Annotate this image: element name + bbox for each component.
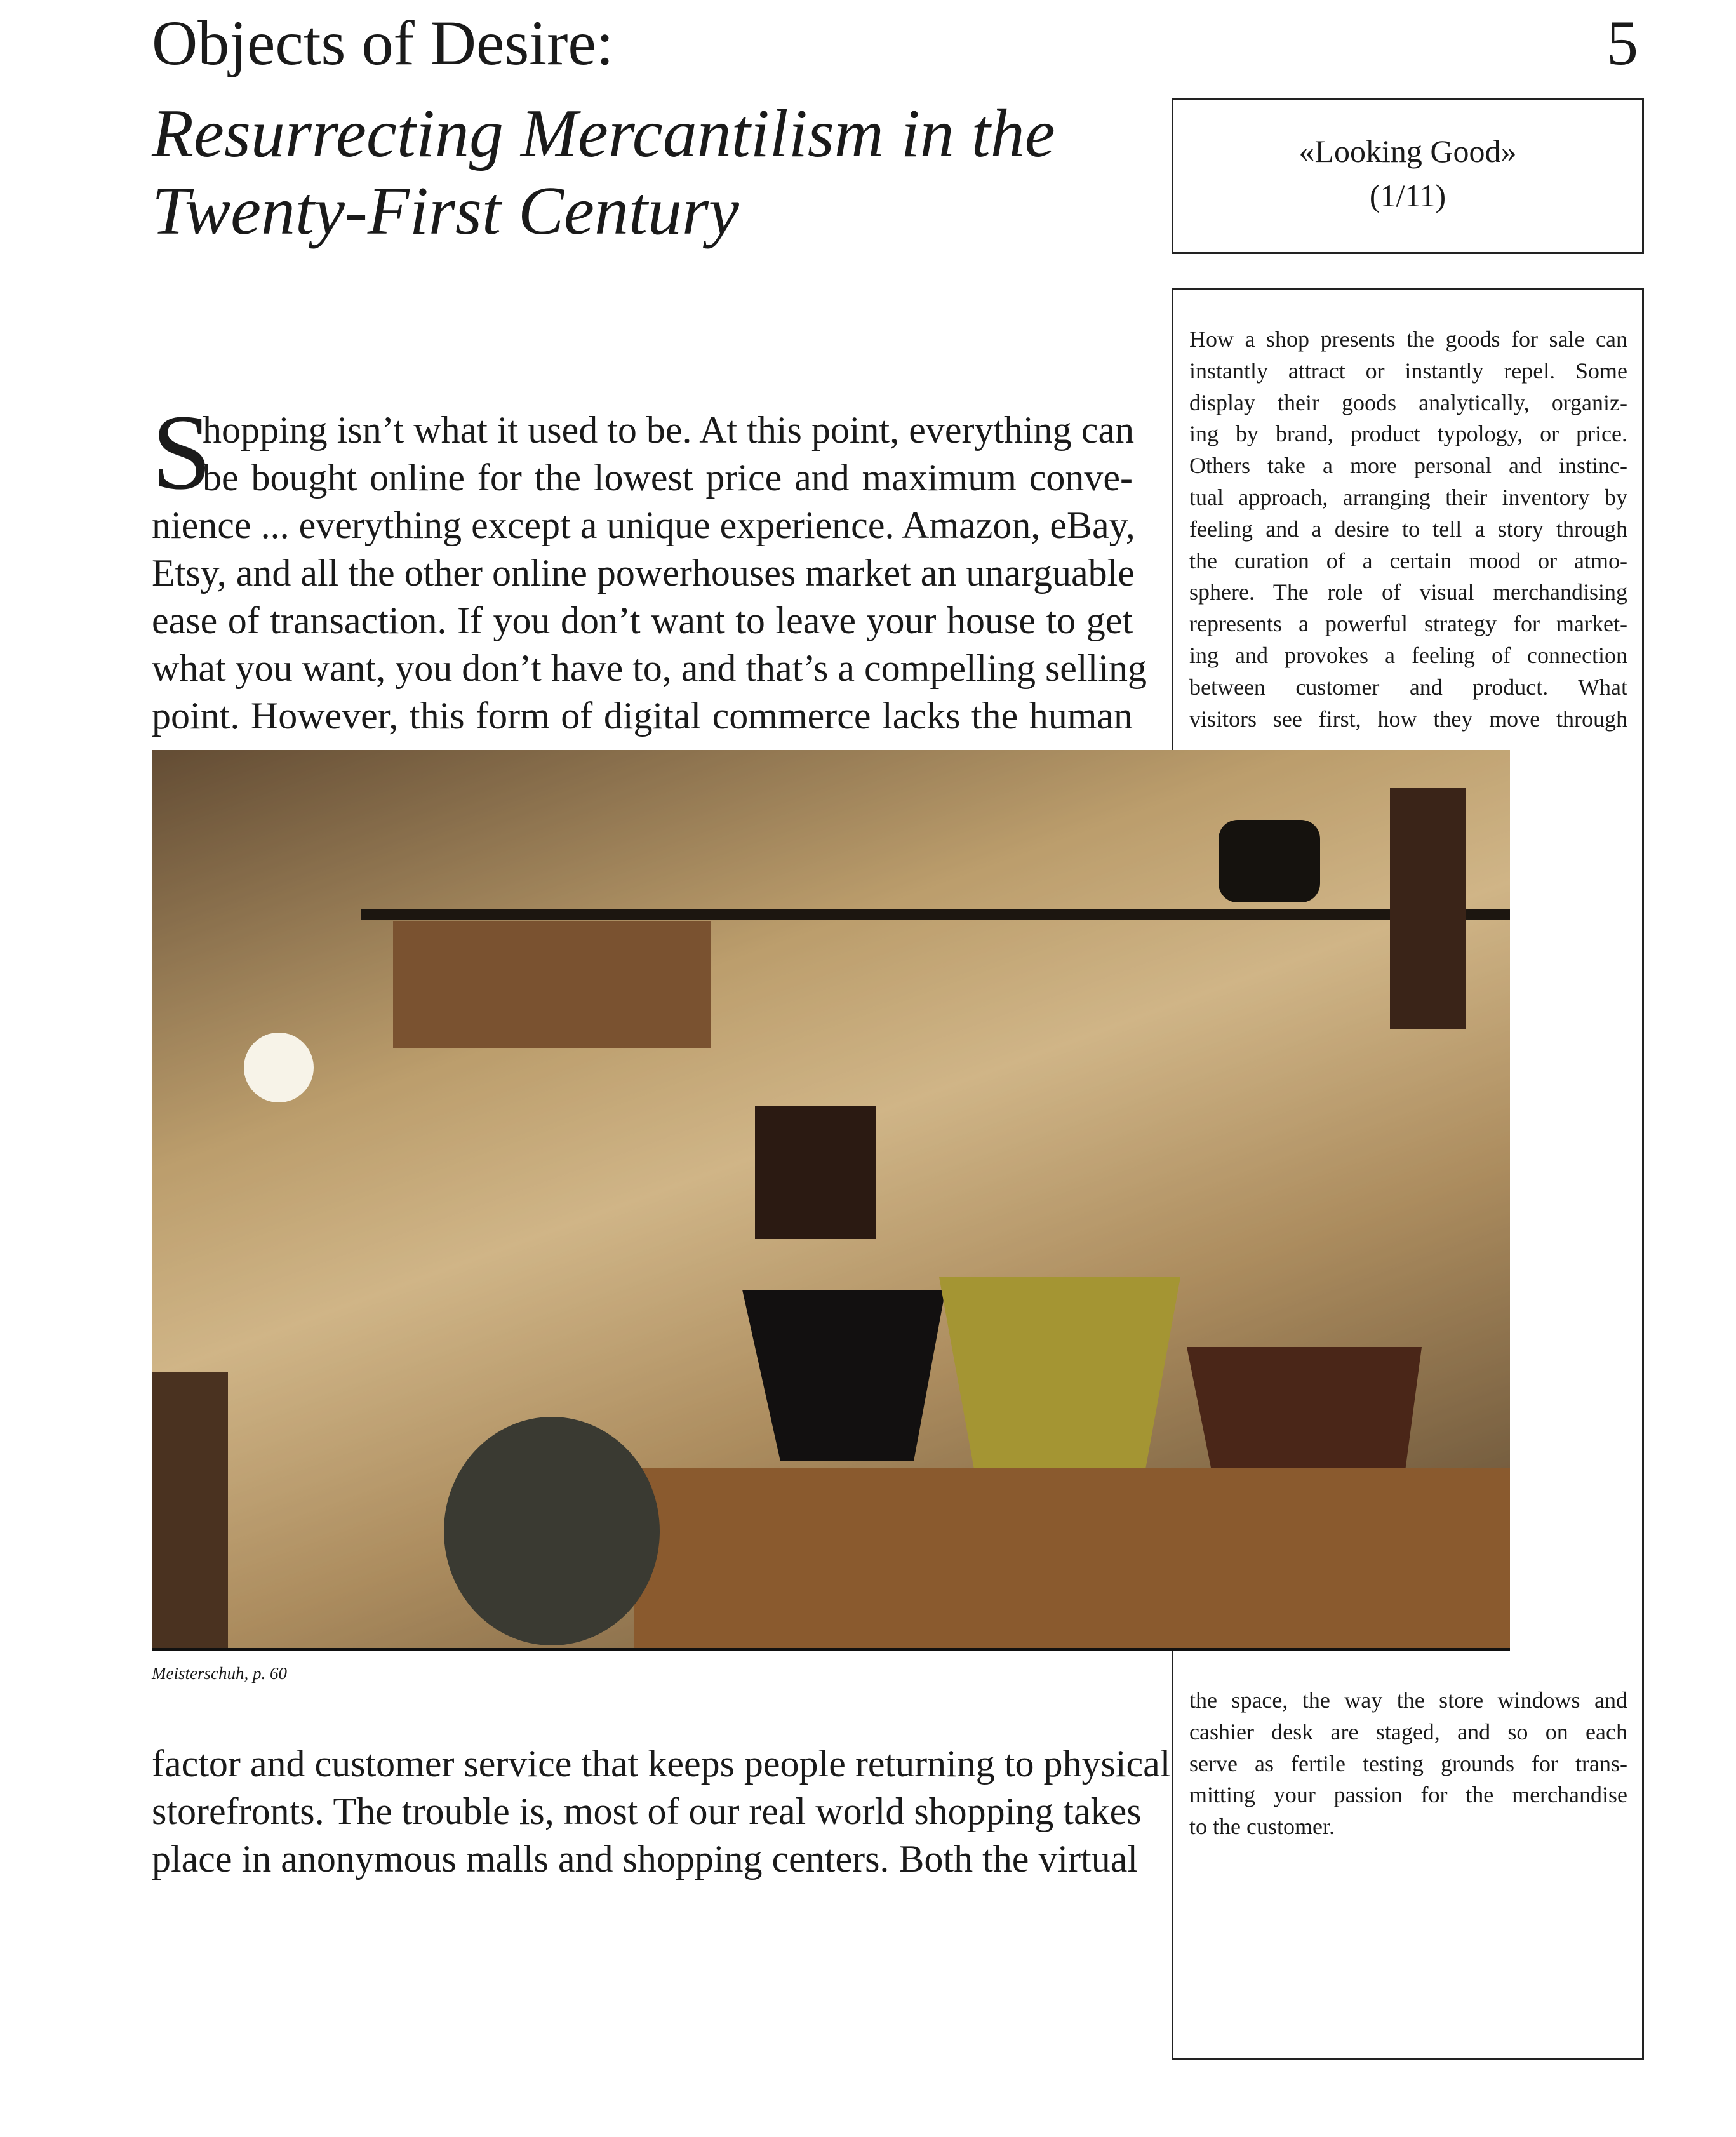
sidebar-text-bottom <box>1189 1685 1627 1843</box>
sidebar-heading-title: «Looking Good» <box>1299 133 1517 169</box>
body-line: place in anonymous malls and shopping centers. Both the virtual <box>152 1838 1138 1880</box>
page-subtitle <box>152 95 1055 250</box>
sidebar-line: represents a powerful strategy for market- <box>1189 611 1627 637</box>
body-line: what you want, you don’t have to, and that’s a compelling selling <box>152 647 1147 689</box>
page-title: Objects of Desire: <box>152 8 614 78</box>
sidebar-line: between customer and product. What <box>1189 674 1627 700</box>
subtitle-line: Resurrecting Mercantilism in the <box>152 96 1055 171</box>
body-text-bottom <box>152 1740 1171 1883</box>
photo-caption: Meisterschuh, p. 60 <box>152 1664 287 1683</box>
body-line: point. However, this form of digital commerce lacks the human <box>152 695 1133 737</box>
subtitle-line: Twenty-First Century <box>152 173 739 249</box>
sidebar-line: How a shop presents the goods for sale can <box>1189 326 1627 352</box>
body-text-top <box>152 406 1147 740</box>
sidebar-line: the space, the way the store windows and <box>1189 1687 1627 1713</box>
sidebar-line: display their goods analytically, organiz- <box>1189 389 1627 415</box>
drop-cap: S <box>152 392 212 512</box>
body-line: storefronts. The trouble is, most of our real world shopping takes <box>152 1790 1142 1832</box>
sidebar-line: to the customer. <box>1189 1814 1335 1840</box>
sidebar-line: tual approach, arranging their inventory by <box>1189 484 1627 510</box>
shop-interior-image <box>152 750 1510 1648</box>
sidebar-line: instantly attract or instantly repel. Some <box>1189 358 1627 384</box>
body-line: Etsy, and all the other online powerhouses market an unarguable <box>152 552 1135 594</box>
sidebar-line: Others take a more personal and instinc- <box>1189 453 1627 479</box>
sidebar-line: the curation of a certain mood or atmo- <box>1189 547 1627 573</box>
page-number: 5 <box>1606 8 1638 78</box>
body-line: ease of transaction. If you don’t want to leave your house to get <box>152 600 1133 641</box>
sidebar-heading-part: (1/11) <box>1369 178 1446 213</box>
body-line: factor and customer service that keeps people returning to physical <box>152 1743 1171 1785</box>
sidebar-line: ing by brand, product typology, or price. <box>1189 421 1627 447</box>
sidebar-heading-box <box>1172 98 1644 254</box>
body-line: hopping isn’t what it used to be. At this point, everything can <box>203 409 1135 451</box>
body-line: be bought online for the lowest price and maximum conve- <box>203 457 1133 499</box>
sidebar-line: mitting your passion for the merchandise <box>1189 1782 1627 1808</box>
sidebar-line: feeling and a desire to tell a story through <box>1189 516 1627 542</box>
shop-photo <box>152 750 1510 1651</box>
sidebar-line: serve as fertile testing grounds for trans- <box>1189 1750 1627 1776</box>
sidebar-line: cashier desk are staged, and so on each <box>1189 1718 1627 1745</box>
body-line: nience ... everything except a unique experience. Amazon, eBay, <box>152 504 1135 546</box>
sidebar-line: ing and provokes a feeling of connection <box>1189 642 1627 668</box>
sidebar-line: sphere. The role of visual merchandising <box>1189 579 1627 605</box>
sidebar-text-top <box>1189 324 1627 735</box>
sidebar-line: visitors see first, how they move through <box>1189 706 1627 732</box>
